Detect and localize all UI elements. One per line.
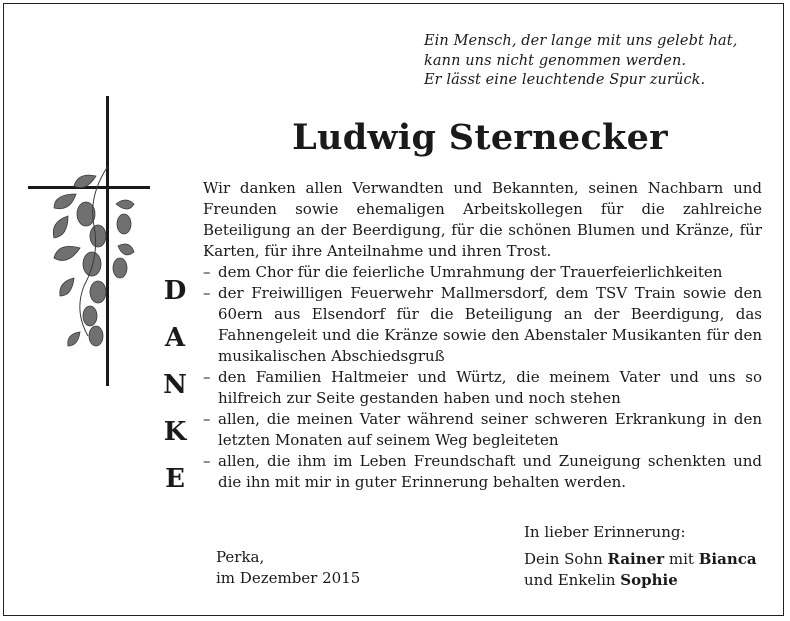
place: Perka, [216,548,265,566]
connector: mit [664,550,699,568]
danke-letter: N [163,370,187,400]
signature-grandchild [524,570,757,591]
motto-verse [424,32,754,91]
son-prefix: Dein Sohn [524,550,608,568]
grandchild-prefix: und Enkelin [524,571,621,589]
date: im Dezember 2015 [216,569,361,587]
list-item: – der Freiwilligen Feuerwehr Mallmersdorf, dem TSV Train sowie den 60ern aus Elsendorf für die Beteiligung an der Beerdigung, das Fahnengeleit und die Kränze sowie den Abenstaler Musikanten für den musikalischen Abschiedsgruß [203,283,762,367]
danke-letter: A [164,323,186,353]
danke-letter: K [163,417,187,447]
motto-line: kann uns nicht genommen werden. [424,52,687,69]
list-item: – allen, die ihm im Leben Freundschaft und Zuneigung schenkten und die ihn mit mir in guter Erinnerung behalten werden. [203,451,762,493]
thanks-list [203,262,762,493]
danke-letter: D [163,276,187,306]
list-item: – den Familien Haltmeier und Würtz, die meinem Vater und uns so hilfreich zur Seite gestanden haben und noch stehen [203,367,762,409]
danke-vertical [158,268,192,503]
closing-phrase: In lieber Erinnerung: [524,523,686,541]
place-date [216,547,360,589]
danke-letter: E [165,464,185,494]
grandchild-name: Sophie [620,571,678,589]
cross-hop-icon [28,96,158,396]
partner-name: Bianca [698,550,757,568]
signature-son [524,549,757,570]
deceased-name: Ludwig Sternecker [292,117,668,158]
list-item: – allen, die meinen Vater während seiner schweren Erkrankung in den letzten Monaten auf seinem Weg begleiteten [203,409,762,451]
list-item: – dem Chor für die feierliche Umrahmung der Trauerfeierlichkeiten [203,262,762,283]
motto-line: Er lässt eine leuchtende Spur zurück. [424,72,706,88]
son-name: Rainer [607,550,665,568]
motto-line: Ein Mensch, der lange mit uns gelebt hat, [424,33,738,49]
signature-block [524,522,757,591]
intro-paragraph: Wir danken allen Verwandten und Bekannten, seinen Nachbarn und Freunden sowie ehemaligen Arbeitskollegen für die zahlreiche Beteiligung an der Beerdigung, für die schönen Blumen und Kränze, für Karten, für ihre Anteilnahme und ihren Trost. [203,179,762,260]
